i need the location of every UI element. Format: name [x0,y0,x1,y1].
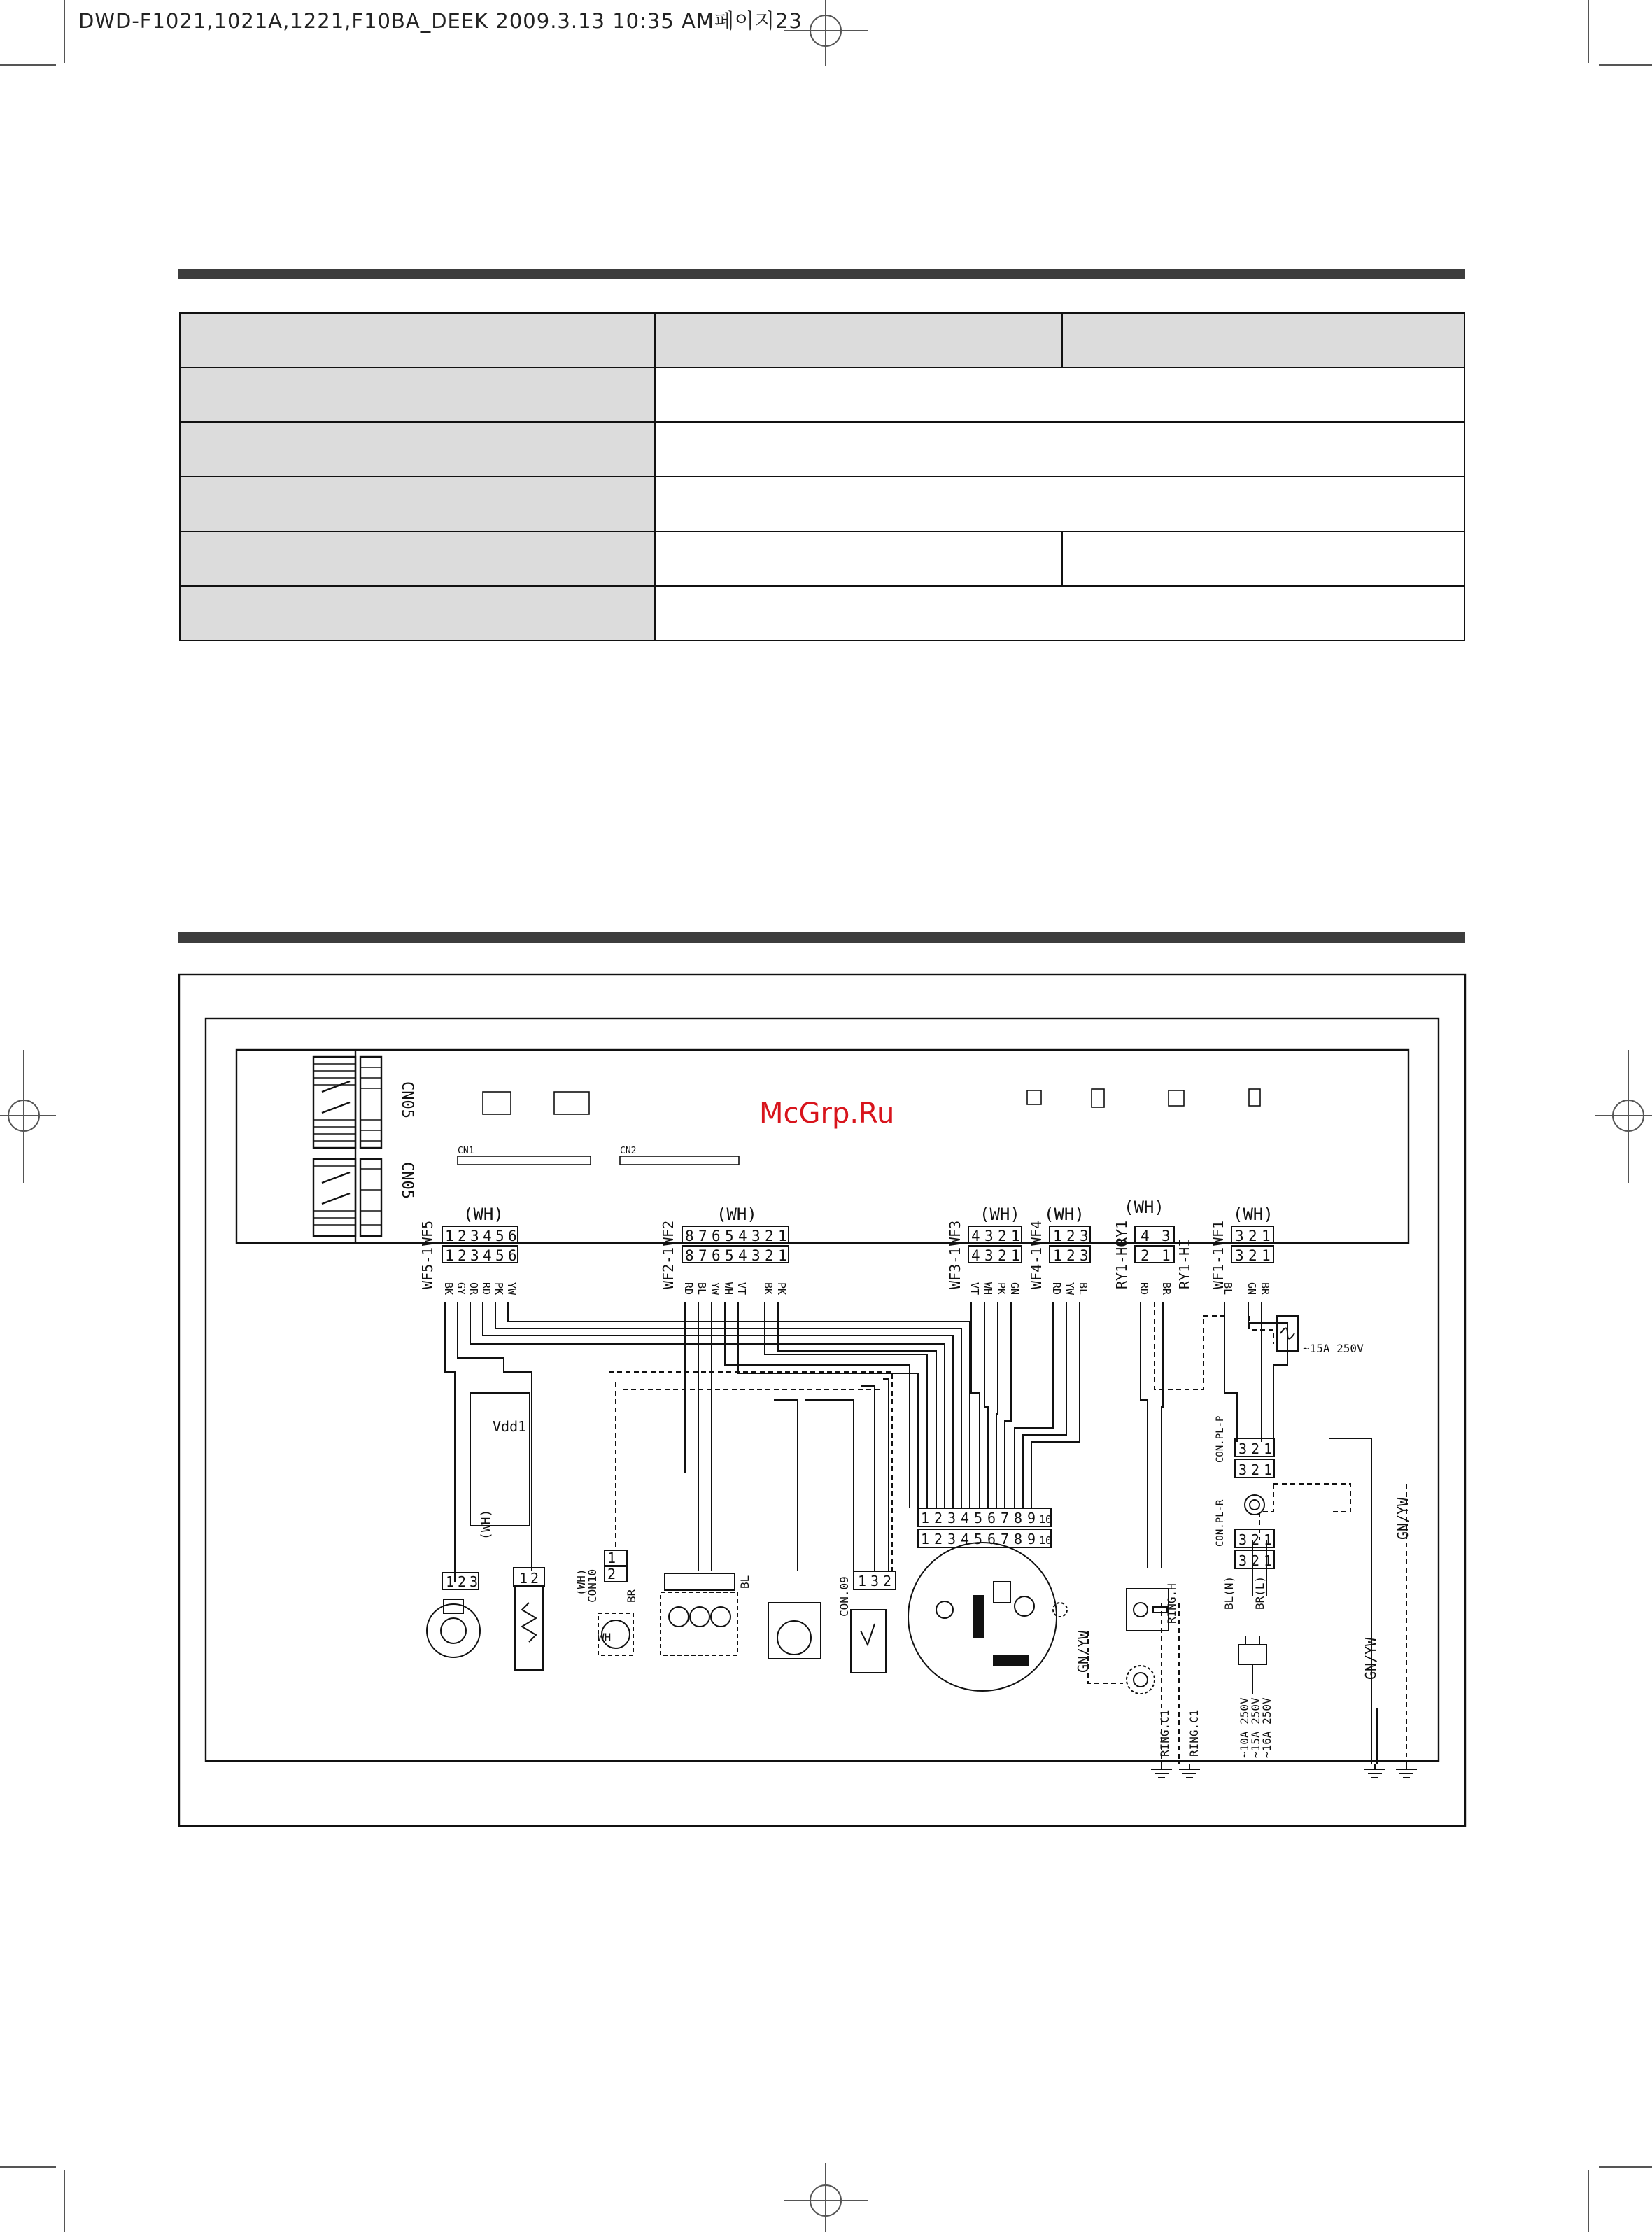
con09-pin: 1 [858,1573,867,1589]
ground-icon [1396,1764,1417,1778]
wf1-1-label: WF1-1 [1210,1247,1227,1289]
wf2-label: WF2 [660,1220,677,1246]
ry1-color-tag: (WH) [1124,1198,1164,1217]
ry1-pin: 1 [1162,1247,1171,1264]
motor-pin: 10 [1039,1534,1052,1547]
plug-pin: 2 [1251,1552,1260,1569]
motor-pin: 1 [446,1573,455,1590]
bl-n-label: BL(N) [1222,1575,1236,1610]
wf5-label: WF5 [419,1220,436,1246]
wf3-pin: 4 [971,1228,980,1244]
wf2-pin: 5 [725,1228,734,1244]
plug-rating-3: ~16A 250V [1260,1697,1273,1758]
ry1-label: RY1 [1113,1220,1130,1246]
wf2-pin: 8 [685,1228,694,1244]
wf4-pin: 3 [1080,1228,1089,1244]
heater-pin: 2 [530,1570,539,1587]
ring-c1-label: RING.C1 [1158,1709,1171,1757]
wire-color: PK [493,1282,505,1296]
wire-color: WH [722,1282,735,1296]
wire-color: VT [735,1282,748,1296]
ry1-hi-label: RY1-HI [1176,1238,1193,1289]
con09-pin: 2 [883,1573,892,1589]
br-l-label: BR(L) [1253,1575,1266,1610]
wf2-pin: 3 [751,1228,761,1244]
wire-color: BR [1259,1282,1271,1296]
cn2-label: CN2 [620,1146,637,1156]
plug-pin: 2 [1251,1531,1260,1548]
wf3-1-label: WF3-1 [947,1247,963,1289]
con09-pin: 3 [870,1573,880,1589]
wf1-label: WF1 [1210,1220,1227,1246]
wf4-label: WF4 [1028,1220,1045,1246]
motor-pin: 4 [961,1510,970,1526]
plug-pin: 1 [1264,1440,1273,1457]
motor-pin: 9 [1027,1531,1036,1547]
wf5-pin: 6 [508,1228,517,1244]
wf3-1-pin: 2 [998,1247,1007,1264]
motor-pin: 7 [1001,1510,1010,1526]
wf5-1-pin: 1 [445,1247,454,1264]
wf4-pin: 1 [1053,1228,1062,1244]
wire-color: BL [1222,1282,1234,1296]
wf3-1-pin: 4 [971,1247,980,1264]
watermark-text: McGrp.Ru [759,1097,895,1130]
wf2-1-pin: 2 [765,1247,774,1264]
wf4-1-label: WF4-1 [1028,1247,1045,1289]
motor-pin: 4 [961,1531,970,1547]
wire-color: OR [467,1282,480,1296]
plug-pin: 1 [1264,1552,1273,1569]
motor-pin: 2 [934,1531,943,1547]
motor-pin: 2 [934,1510,943,1526]
plug-pin: 1 [1264,1531,1273,1548]
wf1-pin: 1 [1262,1228,1271,1244]
wire-color: RD [1050,1282,1063,1296]
wire-color: GY [455,1282,467,1296]
plug-pin: 3 [1238,1440,1248,1457]
wire-color: YW [709,1282,721,1296]
wf5-1-pin: 4 [483,1247,492,1264]
wf3-pin: 2 [998,1228,1007,1244]
wire-color: BL [1077,1282,1089,1296]
plug-pin: 3 [1238,1552,1248,1569]
heater-pin: 1 [519,1570,528,1587]
wire-color: YW [505,1282,518,1296]
motor-pin: 1 [921,1531,930,1547]
ry1-ho-label: RY1-HO [1113,1238,1130,1289]
con-p-label: CON.PL-P [1215,1415,1226,1463]
gn-yw-right2-label: GN/YW [1362,1637,1379,1680]
motor-pin: 2 [458,1573,467,1590]
wire-color: RD [480,1282,493,1296]
con10-pin: 2 [607,1566,616,1582]
ground-icon [1151,1764,1172,1778]
motor-pin: 5 [974,1510,983,1526]
motor-pin: 6 [987,1531,996,1547]
wf2-1-pin: 6 [712,1247,721,1264]
wf2-1-pin: 5 [725,1247,734,1264]
gn-yw-right-label: GN/YW [1395,1497,1411,1540]
wire-color: RD [682,1282,695,1296]
wf2-1-pin: 4 [738,1247,747,1264]
wf3-1-pin: 1 [1011,1247,1020,1264]
wire-color: BL [696,1282,708,1296]
motor-pin: 7 [1001,1531,1010,1547]
wf4-pin: 2 [1066,1228,1075,1244]
wf3-pin: 3 [984,1228,994,1244]
motor-pin: 9 [1027,1510,1036,1526]
wf5-pin: 3 [470,1228,479,1244]
gn-yw-mid-label: GN/YW [1075,1630,1092,1673]
diagram-inner-frame [206,1018,1439,1761]
wf3-color-tag: (WH) [980,1205,1020,1224]
ground-icon [1364,1764,1385,1778]
ry1-pin: 4 [1141,1228,1150,1244]
plug-pin: 2 [1251,1440,1260,1457]
wf4-1-pin: 1 [1053,1247,1062,1264]
wire-color: YW [1064,1282,1076,1296]
wf2-1-pin: 1 [778,1247,787,1264]
wf1-pin: 2 [1248,1228,1257,1244]
plug-pin: 1 [1264,1461,1273,1478]
wire-color: GN [1008,1282,1021,1296]
wf2-1-pin: 8 [685,1247,694,1264]
wf3-label: WF3 [947,1220,963,1246]
motor-pin: 5 [974,1531,983,1547]
wf5-1-label: WF5-1 [419,1247,436,1289]
wh-tag-label: WH [598,1631,612,1644]
plug-rating-1: ~10A 250V [1238,1697,1251,1758]
wf1-1-pin: 1 [1262,1247,1271,1264]
wire-color: BK [442,1282,455,1296]
motor-pin: 10 [1039,1513,1052,1526]
motor-pin: 8 [1014,1510,1023,1526]
cn05-label-bottom: CN05 [398,1162,416,1199]
con09-label: CON.09 [838,1576,851,1617]
wf4-color-tag: (WH) [1044,1205,1085,1224]
wf1-pin: 3 [1235,1228,1244,1244]
wf5-pin: 2 [458,1228,467,1244]
wf1-1-pin: 2 [1248,1247,1257,1264]
wh-con10-label: (WH) [574,1568,588,1596]
motor-pin: 8 [1014,1531,1023,1547]
wf2-color-tag: (WH) [716,1205,757,1224]
motor-pin: 3 [947,1531,956,1547]
wire-color: GN [1245,1282,1258,1296]
wf5-1-pin: 3 [470,1247,479,1264]
wf3-1-pin: 3 [984,1247,994,1264]
motor-pin: 6 [987,1510,996,1526]
wf3-pin: 1 [1011,1228,1020,1244]
plug-pin: 3 [1238,1461,1248,1478]
wire-color: BR [1160,1282,1173,1296]
wire-color: BK [762,1282,775,1296]
wf2-pin: 2 [765,1228,774,1244]
wf1-color-tag: (WH) [1233,1205,1273,1224]
wf5-1-pin: 2 [458,1247,467,1264]
wire-color: VT [968,1282,981,1296]
fuse-rating: ~15A 250V [1303,1342,1364,1355]
bl-wire-label: BL [738,1575,751,1589]
plug-pin: 3 [1238,1531,1248,1548]
wire-color: RD [1138,1282,1150,1296]
plug-rating-2: ~15A 250V [1249,1697,1262,1758]
wf2-pin: 4 [738,1228,747,1244]
wf4-1-pin: 3 [1080,1247,1089,1264]
plug-pin: 2 [1251,1461,1260,1478]
wf2-pin: 7 [698,1228,707,1244]
wire-color: PK [775,1282,788,1296]
con-r-label: CON.PL-R [1215,1499,1226,1547]
wire-color: WH [982,1282,994,1296]
wf2-1-pin: 3 [751,1247,761,1264]
cn05-label-top: CN05 [398,1081,416,1118]
br-tag-label: BR [625,1589,638,1603]
wf2-1-pin: 7 [698,1247,707,1264]
wh-tag-heater: (WH) [479,1509,493,1540]
con10-label: CON10 [586,1568,599,1603]
wf1-1-pin: 3 [1235,1247,1244,1264]
wf5-1-pin: 5 [495,1247,504,1264]
wf5-color-tag: (WH) [463,1205,504,1224]
vdd-label: Vdd1 [493,1418,527,1435]
wf4-1-pin: 2 [1066,1247,1075,1264]
motor-pin: 1 [921,1510,930,1526]
print-header: DWD-F1021,1021A,1221,F10BA_DEEK 2009.3.13 10:35 AM페이지23 [78,9,803,33]
wf5-pin: 1 [445,1228,454,1244]
con10-pin: 1 [607,1550,616,1566]
wf5-pin: 4 [483,1228,492,1244]
motor-pin: 3 [470,1573,479,1590]
ring-c1b-label: RING.C1 [1187,1709,1201,1757]
wf2-1-label: WF2-1 [660,1247,677,1289]
motor-pin: 3 [947,1510,956,1526]
ry1-pin: 3 [1162,1228,1171,1244]
wf2-pin: 6 [712,1228,721,1244]
cn1-label: CN1 [458,1146,474,1156]
wf5-1-pin: 6 [508,1247,517,1264]
wf2-pin: 1 [778,1228,787,1244]
ground-icon [1179,1764,1200,1778]
ry1-pin: 2 [1141,1247,1150,1264]
wf5-pin: 5 [495,1228,504,1244]
wire-color: PK [995,1282,1008,1296]
ring-h-label: RING.H [1165,1583,1178,1624]
